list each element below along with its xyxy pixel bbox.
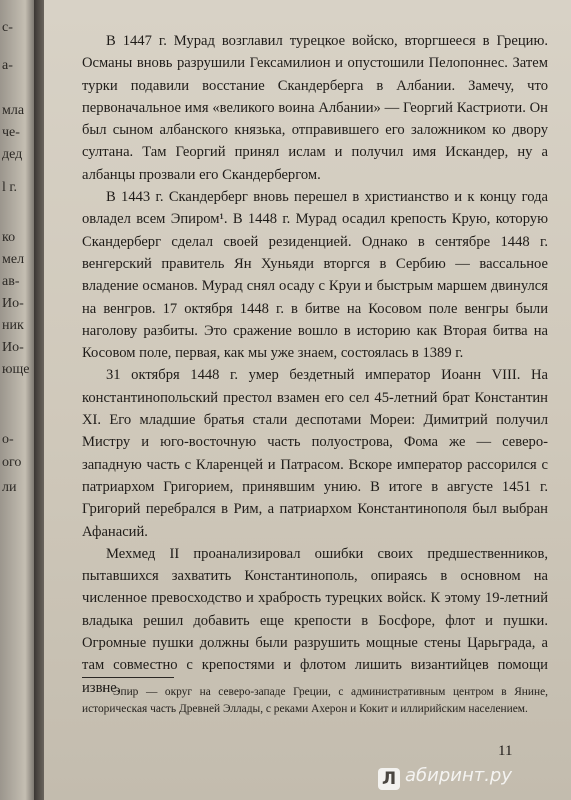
paragraph-2: В 1443 г. Скандерберг вновь перешел в христианство и к концу года овладел всем Эпиром¹. В 1448 г. Мурад осадил крепость Крую, которую Скандерберг сделал своей резиденцией. Однако в сентябре 1448 г. венгерский правитель Ян Хуньяди вторгся в Сербию — вассальное владение османов. Мурад снял осаду с Круи и быстрым маршем двинулся на венгров. 17 октября 1448 г. в битве на Косовом поле венгры были наголову разбиты. Это сражение вошло в историю как Вторая битва на Косовом поле, первая, как мы уже знаем, состоялась в 1389 г.: [82, 189, 548, 362]
left-page-fragment: ого: [2, 455, 22, 470]
left-page-fragment: юще: [2, 362, 30, 377]
footnote-rule: [82, 677, 174, 678]
labirint-logo-icon: Л: [378, 768, 400, 790]
book-page: [44, 0, 571, 800]
labirint-watermark: [378, 765, 512, 790]
left-page-fragment: Ио-: [2, 296, 24, 311]
watermark-text: абиринт.ру: [405, 765, 513, 786]
paragraph-3: 31 октября 1448 г. умер бездетный император Иоанн VIII. На константинопольский престол взамен его сел 45-летний брат Константин XI. Его младшие братья стали деспотами Мореи: Димитрий получил Мистру и юго-восточную часть полуострова, Фома же — северо-западную часть с Кларенцей и Патрасом. Вскоре император рассорился с патриархом Григорием, принявшим унию. В итоге в августе 1451 г. Григорий перебрался в Рим, а патриархом Константинополя был выбран Афанасий.: [82, 367, 548, 540]
left-page-fragment: че-: [2, 125, 20, 140]
left-page-fragment: ник: [2, 318, 24, 333]
left-page-fragment: ко: [2, 230, 16, 245]
left-page-fragment: дед: [2, 147, 23, 162]
left-page-fragment: ав-: [2, 274, 20, 289]
main-text: [82, 30, 548, 699]
left-page-fragment: о-: [2, 432, 14, 447]
footnote: ¹ Эпир — округ на северо-западе Греции, с административным центром в Янине, историческая часть Древней Эллады, с реками Ахерон и Кокит и иллирийским населением.: [82, 686, 548, 715]
left-page-fragment: с-: [2, 20, 13, 35]
left-page-fragment: мла: [2, 103, 25, 118]
paragraph-1: В 1447 г. Мурад возглавил турецкое войско, вторгшееся в Грецию. Османы вновь разрушили Гексамилион и опустошили Пелопоннес. Затем турки подавили восстание Скандерберга в Албании. Замечу, что первоначальное имя «великого воина Албании» — Георгий Кастриоти. Он был сыном албанского князька, отправившего его заложником ко двору султана. Там Георгий принял ислам и получил имя Искандер, ну а албанцы прозвали его Скандербергом.: [82, 33, 548, 183]
left-page-fragment: а-: [2, 58, 13, 73]
left-page-fragment: ли: [2, 480, 17, 495]
left-page-fragment: l г.: [2, 180, 18, 195]
page-number: 11: [498, 743, 513, 759]
left-page-fragment: мел: [2, 252, 25, 267]
previous-page-edge: [0, 0, 36, 800]
paragraph-4: Мехмед II проанализировал ошибки своих предшественников, пытавшихся захватить Константинополь, опираясь в основном на численное превосходство и храбрость турецких войск. К этому 19-летний владыка решил добавить еще крепости в Босфоре, флот и пушки. Огромные пушки должны были разрушить мощные стены Царьграда, а там совместно с крепостями и флотом лишить византийцев помощи извне.: [82, 545, 548, 696]
left-page-fragment: Ио-: [2, 340, 24, 355]
